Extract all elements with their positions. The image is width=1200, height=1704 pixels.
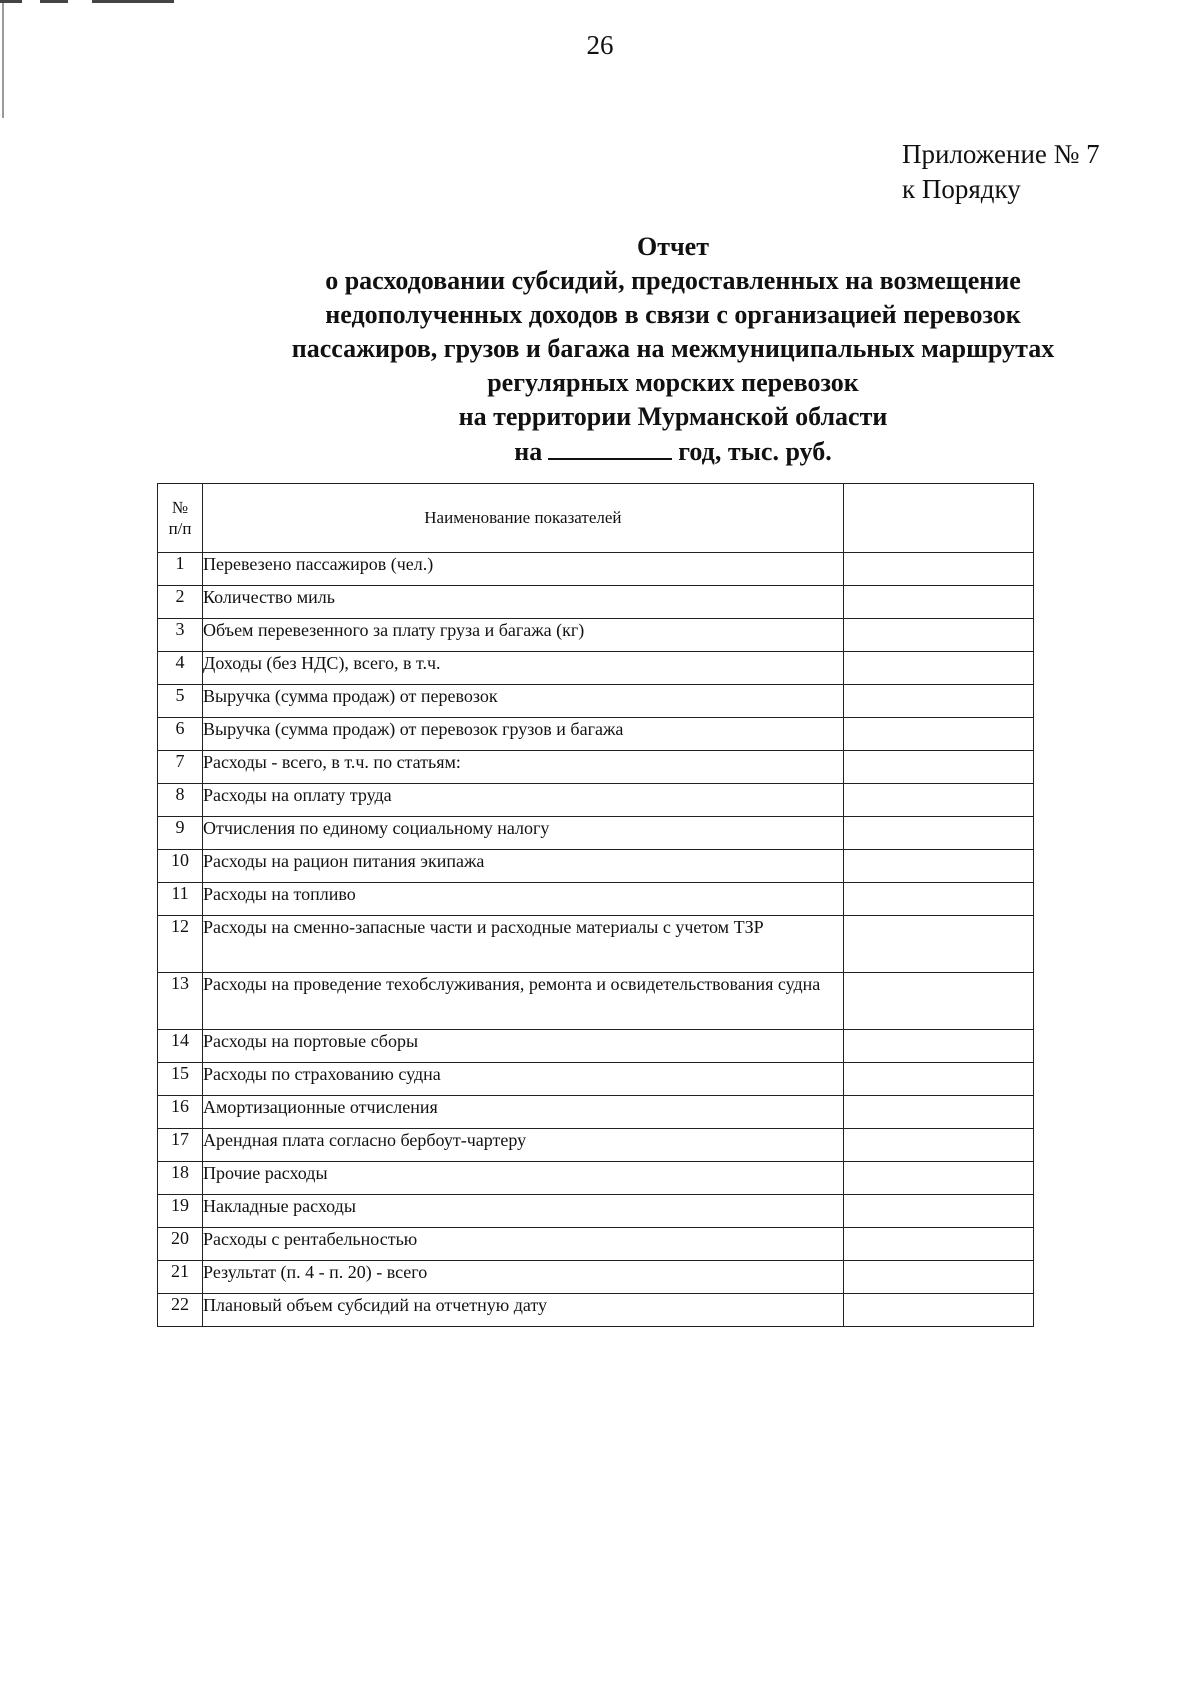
row-value-cell[interactable] (843, 1294, 1033, 1327)
row-indicator-name: Расходы на портовые сборы (203, 1030, 844, 1063)
row-number: 17 (158, 1129, 203, 1162)
row-number: 1 (158, 553, 203, 586)
row-value-cell[interactable] (843, 883, 1033, 916)
row-value-cell[interactable] (843, 586, 1033, 619)
title-year-prefix: на (514, 437, 543, 466)
table-row (158, 916, 1034, 973)
row-number: 6 (158, 718, 203, 751)
row-value-cell[interactable] (843, 784, 1033, 817)
header-value (843, 484, 1033, 553)
row-indicator-name: Накладные расходы (203, 1195, 844, 1228)
title-line-1: Отчет (637, 232, 709, 261)
row-value-cell[interactable] (843, 718, 1033, 751)
row-value-cell[interactable] (843, 1228, 1033, 1261)
header-number (158, 484, 203, 553)
row-value-cell[interactable] (843, 553, 1033, 586)
table-row (158, 619, 1034, 652)
table-row (158, 1030, 1034, 1063)
row-number: 22 (158, 1294, 203, 1327)
row-number: 15 (158, 1063, 203, 1096)
row-number: 4 (158, 652, 203, 685)
row-value-cell[interactable] (843, 751, 1033, 784)
title-line-2: о расходовании субсидий, предоставленных на возмещение (325, 266, 1021, 295)
row-number: 2 (158, 586, 203, 619)
row-number: 13 (158, 973, 203, 1030)
row-number: 9 (158, 817, 203, 850)
row-number: 10 (158, 850, 203, 883)
header-indicator-name: Наименование показателей (203, 484, 844, 553)
table-row (158, 850, 1034, 883)
row-indicator-name: Объем перевезенного за плату груза и багажа (кг) (203, 619, 844, 652)
row-indicator-name: Отчисления по единому социальному налогу (203, 817, 844, 850)
table-row (158, 1129, 1034, 1162)
row-number: 5 (158, 685, 203, 718)
row-indicator-name: Расходы с рентабельностью (203, 1228, 844, 1261)
row-value-cell[interactable] (843, 1129, 1033, 1162)
row-value-cell[interactable] (843, 850, 1033, 883)
title-line-3: недополученных доходов в связи с организацией перевозок (325, 300, 1021, 329)
row-indicator-name: Расходы на рацион питания экипажа (203, 850, 844, 883)
annex-reference (902, 137, 1100, 207)
row-value-cell[interactable] (843, 1030, 1033, 1063)
row-number: 20 (158, 1228, 203, 1261)
row-number: 11 (158, 883, 203, 916)
row-indicator-name: Выручка (сумма продаж) от перевозок грузов и багажа (203, 718, 844, 751)
row-value-cell[interactable] (843, 916, 1033, 973)
header-number-line-2: п/п (168, 519, 192, 538)
table-body (158, 553, 1034, 1327)
row-indicator-name: Амортизационные отчисления (203, 1096, 844, 1129)
title-line-6: на территории Мурманской области (458, 402, 888, 431)
row-number: 3 (158, 619, 203, 652)
row-value-cell[interactable] (843, 1261, 1033, 1294)
row-number: 21 (158, 1261, 203, 1294)
row-number: 19 (158, 1195, 203, 1228)
table-row (158, 784, 1034, 817)
annex-line-1: Приложение № 7 (902, 139, 1100, 169)
row-indicator-name: Расходы на проведение техобслуживания, ремонта и освидетельствования судна (203, 973, 844, 1030)
row-number: 18 (158, 1162, 203, 1195)
row-indicator-name: Результат (п. 4 - п. 20) - всего (203, 1261, 844, 1294)
table-row (158, 1063, 1034, 1096)
table-row (158, 973, 1034, 1030)
table-row (158, 553, 1034, 586)
page-number: 26 (586, 30, 614, 60)
row-value-cell[interactable] (843, 1195, 1033, 1228)
row-value-cell[interactable] (843, 652, 1033, 685)
row-number: 12 (158, 916, 203, 973)
row-indicator-name: Расходы на сменно-запасные части и расходные материалы с учетом ТЗР (203, 916, 844, 973)
row-value-cell[interactable] (843, 817, 1033, 850)
table-row (158, 1162, 1034, 1195)
row-value-cell[interactable] (843, 619, 1033, 652)
table-row (158, 883, 1034, 916)
row-value-cell[interactable] (843, 1096, 1033, 1129)
row-indicator-name: Выручка (сумма продаж) от перевозок (203, 685, 844, 718)
title-line-4: пассажиров, грузов и багажа на межмуниципальных маршрутах (291, 334, 1055, 363)
row-number: 7 (158, 751, 203, 784)
row-indicator-name: Доходы (без НДС), всего, в т.ч. (203, 652, 844, 685)
table-row (158, 586, 1034, 619)
table-row (158, 685, 1034, 718)
row-indicator-name: Расходы по страхованию судна (203, 1063, 844, 1096)
table-row (158, 718, 1034, 751)
scan-mark (40, 0, 68, 3)
table-row (158, 1195, 1034, 1228)
title-line-5: регулярных морских перевозок (487, 368, 859, 397)
row-indicator-name: Прочие расходы (203, 1162, 844, 1195)
row-number: 16 (158, 1096, 203, 1129)
table-row (158, 1228, 1034, 1261)
row-value-cell[interactable] (843, 973, 1033, 1030)
row-number: 14 (158, 1030, 203, 1063)
header-number-line-1: № (171, 498, 189, 517)
table-header-row (158, 484, 1034, 553)
row-indicator-name: Количество миль (203, 586, 844, 619)
table-row (158, 751, 1034, 784)
row-value-cell[interactable] (843, 1063, 1033, 1096)
report-table (157, 483, 1034, 1327)
row-indicator-name: Расходы - всего, в т.ч. по статьям: (203, 751, 844, 784)
row-indicator-name: Расходы на топливо (203, 883, 844, 916)
table-row (158, 1294, 1034, 1327)
annex-line-2: к Порядку (902, 174, 1021, 204)
year-blank-field (548, 434, 672, 460)
row-indicator-name: Арендная плата согласно бербоут-чартеру (203, 1129, 844, 1162)
row-number: 8 (158, 784, 203, 817)
scan-mark (0, 0, 22, 3)
row-indicator-name: Расходы на оплату труда (203, 784, 844, 817)
row-indicator-name: Плановый объем субсидий на отчетную дату (203, 1294, 844, 1327)
table-row (158, 817, 1034, 850)
row-value-cell[interactable] (843, 685, 1033, 718)
title-line-7 (0, 434, 1200, 469)
title-year-suffix: год, тыс. руб. (678, 437, 832, 466)
report-title (0, 230, 1200, 469)
row-indicator-name: Перевезено пассажиров (чел.) (203, 553, 844, 586)
row-value-cell[interactable] (843, 1162, 1033, 1195)
table-row (158, 652, 1034, 685)
table-row (158, 1096, 1034, 1129)
scan-mark (92, 0, 174, 3)
table-row (158, 1261, 1034, 1294)
